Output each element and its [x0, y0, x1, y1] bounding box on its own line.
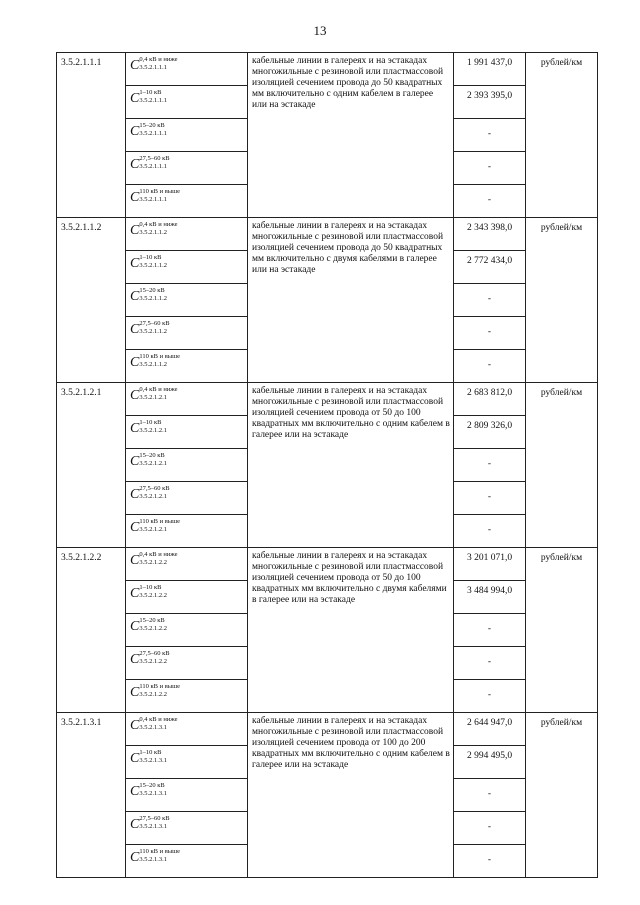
symbol-letter: C	[130, 223, 140, 238]
item-description: кабельные линии в галереях и на эстакадах многожильные с резиновой или пластмассовой изоляцией сечением провода от 50 до 100 квадратных мм включительно с одним кабелем в галерее или на эстакаде	[248, 383, 454, 548]
item-description: кабельные линии в галереях и на эстакадах многожильные с резиновой или пластмассовой изоляцией сечением провода от 50 до 100 квадратных мм включительно с двумя кабелями в галерее или на эстакаде	[248, 548, 454, 713]
voltage-class: 15–20 кВ	[139, 122, 165, 129]
unit-label: рублей/км	[526, 713, 598, 878]
symbol-index: 3.5.2.1.2.2	[139, 592, 167, 599]
symbol-letter: C	[130, 355, 140, 370]
rates-table	[56, 52, 598, 878]
voltage-class: 15–20 кВ	[139, 287, 165, 294]
voltage-class: 15–20 кВ	[139, 782, 165, 789]
rate-value: -	[454, 350, 526, 383]
symbol-letter: C	[130, 124, 140, 139]
voltage-class: 1–10 кВ	[139, 584, 162, 591]
rate-symbol	[126, 515, 248, 548]
symbol-letter: C	[130, 586, 140, 601]
symbol-letter: C	[130, 487, 140, 502]
rate-symbol	[126, 680, 248, 713]
voltage-class: 0,4 кВ и ниже	[139, 221, 178, 228]
rate-symbol	[126, 614, 248, 647]
symbol-index: 3.5.2.1.3.1	[139, 856, 167, 863]
symbol-letter: C	[130, 784, 140, 799]
rate-value: 3 484 994,0	[454, 581, 526, 614]
symbol-index: 3.5.2.1.3.1	[139, 823, 167, 830]
symbol-letter: C	[130, 751, 140, 766]
rate-symbol	[126, 317, 248, 350]
rate-value: -	[454, 482, 526, 515]
rate-symbol	[126, 119, 248, 152]
rate-value: -	[454, 317, 526, 350]
rate-value: -	[454, 284, 526, 317]
item-description: кабельные линии в галереях и на эстакадах многожильные с резиновой или пластмассовой изоляцией сечением провода до 50 квадратных мм включительно с одним кабелем в галерее или на эстакаде	[248, 53, 454, 218]
rate-symbol	[126, 86, 248, 119]
item-code: 3.5.2.1.3.1	[57, 713, 126, 878]
symbol-index: 3.5.2.1.2.1	[139, 427, 167, 434]
table-row	[57, 383, 598, 416]
item-code: 3.5.2.1.2.2	[57, 548, 126, 713]
rate-symbol	[126, 350, 248, 383]
item-code: 3.5.2.1.1.1	[57, 53, 126, 218]
symbol-index: 3.5.2.1.1.2	[139, 295, 167, 302]
rate-value: 1 991 437,0	[454, 53, 526, 86]
table-row	[57, 53, 598, 86]
rate-symbol	[126, 548, 248, 581]
item-code: 3.5.2.1.1.2	[57, 218, 126, 383]
symbol-letter: C	[130, 553, 140, 568]
rate-symbol	[126, 845, 248, 878]
table-row	[57, 548, 598, 581]
symbol-index: 3.5.2.1.2.2	[139, 691, 167, 698]
symbol-index: 3.5.2.1.1.1	[139, 130, 167, 137]
rate-value: -	[454, 119, 526, 152]
rate-value: 2 772 434,0	[454, 251, 526, 284]
rate-value: -	[454, 515, 526, 548]
symbol-index: 3.5.2.1.3.1	[139, 757, 167, 764]
symbol-index: 3.5.2.1.2.1	[139, 526, 167, 533]
voltage-class: 110 кВ и выше	[139, 848, 181, 855]
rate-value: -	[454, 449, 526, 482]
symbol-letter: C	[130, 454, 140, 469]
rate-symbol	[126, 218, 248, 251]
rate-symbol	[126, 152, 248, 185]
table-row	[57, 218, 598, 251]
rate-value: -	[454, 647, 526, 680]
voltage-class: 110 кВ и выше	[139, 518, 181, 525]
symbol-index: 3.5.2.1.2.2	[139, 559, 167, 566]
rate-symbol	[126, 746, 248, 779]
rate-value: -	[454, 680, 526, 713]
rate-symbol	[126, 251, 248, 284]
symbol-letter: C	[130, 520, 140, 535]
voltage-class: 15–20 кВ	[139, 452, 165, 459]
symbol-index: 3.5.2.1.3.1	[139, 790, 167, 797]
rate-value: -	[454, 812, 526, 845]
symbol-index: 3.5.2.1.1.1	[139, 196, 167, 203]
symbol-index: 3.5.2.1.1.2	[139, 262, 167, 269]
symbol-letter: C	[130, 91, 140, 106]
rate-symbol	[126, 53, 248, 86]
voltage-class: 1–10 кВ	[139, 89, 162, 96]
symbol-letter: C	[130, 685, 140, 700]
symbol-index: 3.5.2.1.1.2	[139, 328, 167, 335]
rate-value: 2 809 326,0	[454, 416, 526, 449]
symbol-index: 3.5.2.1.1.1	[139, 64, 167, 71]
voltage-class: 27,5–60 кВ	[139, 155, 170, 162]
symbol-letter: C	[130, 190, 140, 205]
table-row	[57, 713, 598, 746]
symbol-letter: C	[130, 58, 140, 73]
rate-symbol	[126, 713, 248, 746]
rate-symbol	[126, 284, 248, 317]
symbol-index: 3.5.2.1.2.2	[139, 658, 167, 665]
rate-symbol	[126, 581, 248, 614]
symbol-index: 3.5.2.1.1.1	[139, 163, 167, 170]
rate-symbol	[126, 185, 248, 218]
voltage-class: 0,4 кВ и ниже	[139, 716, 178, 723]
symbol-letter: C	[130, 718, 140, 733]
voltage-class: 27,5–60 кВ	[139, 485, 170, 492]
rate-value: -	[454, 614, 526, 647]
rate-symbol	[126, 779, 248, 812]
rate-value: 2 683 812,0	[454, 383, 526, 416]
voltage-class: 1–10 кВ	[139, 749, 162, 756]
symbol-index: 3.5.2.1.3.1	[139, 724, 167, 731]
unit-label: рублей/км	[526, 548, 598, 713]
voltage-class: 27,5–60 кВ	[139, 815, 170, 822]
symbol-index: 3.5.2.1.1.2	[139, 361, 167, 368]
rate-value: 2 393 395,0	[454, 86, 526, 119]
rate-value: 3 201 071,0	[454, 548, 526, 581]
symbol-letter: C	[130, 388, 140, 403]
voltage-class: 0,4 кВ и ниже	[139, 386, 178, 393]
voltage-class: 0,4 кВ и ниже	[139, 551, 178, 558]
rate-value: 2 343 398,0	[454, 218, 526, 251]
voltage-class: 1–10 кВ	[139, 254, 162, 261]
rate-symbol	[126, 449, 248, 482]
symbol-letter: C	[130, 157, 140, 172]
symbol-letter: C	[130, 652, 140, 667]
symbol-index: 3.5.2.1.2.2	[139, 625, 167, 632]
unit-label: рублей/км	[526, 53, 598, 218]
voltage-class: 27,5–60 кВ	[139, 650, 170, 657]
rate-symbol	[126, 482, 248, 515]
voltage-class: 1–10 кВ	[139, 419, 162, 426]
symbol-index: 3.5.2.1.2.1	[139, 493, 167, 500]
voltage-class: 110 кВ и выше	[139, 353, 181, 360]
rate-symbol	[126, 416, 248, 449]
symbol-index: 3.5.2.1.2.1	[139, 460, 167, 467]
symbol-letter: C	[130, 619, 140, 634]
voltage-class: 27,5–60 кВ	[139, 320, 170, 327]
rate-value: -	[454, 779, 526, 812]
voltage-class: 15–20 кВ	[139, 617, 165, 624]
rate-value: -	[454, 185, 526, 218]
rate-value: -	[454, 845, 526, 878]
unit-label: рублей/км	[526, 218, 598, 383]
item-description: кабельные линии в галереях и на эстакадах многожильные с резиновой или пластмассовой изоляцией сечением провода до 50 квадратных мм включительно с двумя кабелями в галерее или на эстакаде	[248, 218, 454, 383]
symbol-letter: C	[130, 421, 140, 436]
symbol-letter: C	[130, 850, 140, 865]
item-code: 3.5.2.1.2.1	[57, 383, 126, 548]
voltage-class: 110 кВ и выше	[139, 188, 181, 195]
symbol-letter: C	[130, 289, 140, 304]
rates-table-body	[57, 53, 598, 878]
symbol-index: 3.5.2.1.1.1	[139, 97, 167, 104]
voltage-class: 0,4 кВ и ниже	[139, 56, 178, 63]
symbol-index: 3.5.2.1.2.1	[139, 394, 167, 401]
symbol-index: 3.5.2.1.1.2	[139, 229, 167, 236]
symbol-letter: C	[130, 256, 140, 271]
rate-symbol	[126, 647, 248, 680]
rate-symbol	[126, 383, 248, 416]
rate-value: 2 994 495,0	[454, 746, 526, 779]
page-number: 13	[313, 23, 327, 38]
rate-symbol	[126, 812, 248, 845]
item-description: кабельные линии в галереях и на эстакадах многожильные с резиновой или пластмассовой изоляцией сечением провода от 100 до 200 квадратных мм включительно с одним кабелем в галерее или на эстакаде	[248, 713, 454, 878]
rate-value: 2 644 947,0	[454, 713, 526, 746]
symbol-letter: C	[130, 322, 140, 337]
symbol-letter: C	[130, 817, 140, 832]
voltage-class: 110 кВ и выше	[139, 683, 181, 690]
rate-value: -	[454, 152, 526, 185]
unit-label: рублей/км	[526, 383, 598, 548]
